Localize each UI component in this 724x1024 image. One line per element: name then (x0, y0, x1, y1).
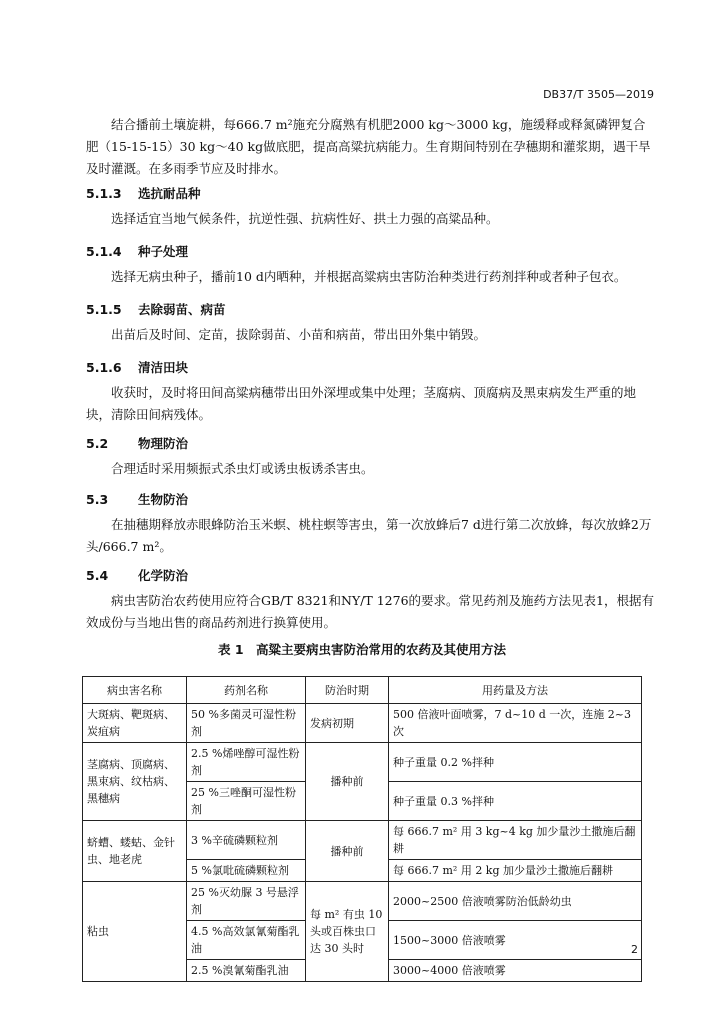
section-text: 在抽穗期释放赤眼蜂防治玉米螟、桃柱螟等害虫，第一次放蜂后7 d进行第二次放蜂，每次放蜂2万头/666.7 m²。 (86, 517, 652, 554)
section-heading (86, 358, 188, 376)
table-row (83, 882, 642, 921)
table-header-cell: 防治时期 (306, 677, 389, 704)
section-number: 5.1.5 (86, 302, 122, 317)
section-number: 5.3 (86, 492, 109, 507)
agent-cell: 5 %氯吡硫磷颗粒剂 (187, 860, 306, 882)
agent-cell: 50 %多菌灵可湿性粉剂 (187, 704, 306, 743)
table-title: 表 1 高粱主要病虫害防治常用的农药及其使用方法 (217, 642, 507, 657)
section-title: 选抗耐品种 (138, 186, 201, 201)
section-number: 5.1.3 (86, 186, 122, 201)
dose-cell: 种子重量 0.2 %拌种 (389, 743, 642, 782)
section-title: 物理防治 (138, 436, 189, 451)
table-header-cell: 药剂名称 (187, 677, 306, 704)
timing-cell: 每 m² 有虫 10 头或百株虫口达 30 头时 (306, 882, 389, 982)
page-number: 2 (631, 943, 638, 956)
intro-paragraph: 结合播前土壤旋耕，每666.7 m²施充分腐熟有机肥2000 kg～3000 kg，施缓释或释氮磷钾复合肥（15-15-15）30 kg～40 kg做底肥，提高高粱抗病能力。生育期间特别在孕穗期和灌浆期，遇干旱及时灌溉。在多雨季节应及时排水。 (86, 117, 651, 176)
dose-cell: 1500~3000 倍液喷雾 (389, 921, 642, 960)
section-heading (86, 300, 226, 318)
pest-cell: 茎腐病、顶腐病、黑束病、纹枯病、黑穗病 (83, 743, 187, 821)
section-text: 选择适宜当地气候条件，抗逆性强、抗病性好、拱土力强的高粱品种。 (111, 211, 499, 226)
table-row (83, 743, 642, 782)
section-heading (86, 242, 188, 260)
table-header-cell: 病虫害名称 (83, 677, 187, 704)
pest-cell: 大斑病、靶斑病、炭疽病 (83, 704, 187, 743)
table-row (83, 704, 642, 743)
section-number: 5.1.6 (86, 360, 122, 375)
document-code: DB37/T 3505—2019 (543, 88, 654, 101)
section-text: 出苗后及时间、定苗，拔除弱苗、小苗和病苗，带出田外集中销毁。 (111, 327, 487, 342)
section-number: 5.4 (86, 568, 109, 583)
agent-cell: 25 %三唑酮可湿性粉剂 (187, 782, 306, 821)
dose-cell: 种子重量 0.3 %拌种 (389, 782, 642, 821)
section-title: 化学防治 (138, 568, 189, 583)
dose-cell: 500 倍液叶面喷雾，7 d~10 d 一次，连施 2~3 次 (389, 704, 642, 743)
table-header-row (83, 677, 642, 704)
section-heading (86, 434, 188, 452)
table-header-cell: 用药量及方法 (389, 677, 642, 704)
section-heading (86, 566, 188, 584)
table-row (83, 821, 642, 860)
agent-cell: 2.5 %溴氰菊酯乳油 (187, 960, 306, 982)
section-title: 种子处理 (138, 244, 189, 259)
section-number: 5.1.4 (86, 244, 122, 259)
section-heading (86, 184, 201, 202)
agent-cell: 4.5 %高效氯氰菊酯乳油 (187, 921, 306, 960)
dose-cell: 每 666.7 m² 用 3 kg~4 kg 加少量沙土撒施后翻耕 (389, 821, 642, 860)
section-title: 生物防治 (138, 492, 189, 507)
pest-cell: 粘虫 (83, 882, 187, 982)
dose-cell: 每 666.7 m² 用 2 kg 加少量沙土撒施后翻耕 (389, 860, 642, 882)
section-text: 选择无病虫种子，播前10 d内晒种，并根据高粱病虫害防治种类进行药剂拌种或者种子包衣。 (111, 269, 627, 284)
dose-cell: 3000~4000 倍液喷雾 (389, 960, 642, 982)
section-text: 合理适时采用频振式杀虫灯或诱虫板诱杀害虫。 (111, 461, 374, 476)
section-title: 清洁田块 (138, 360, 189, 375)
section-heading (86, 490, 188, 508)
section-text: 病虫害防治农药使用应符合GB/T 8321和NY/T 1276的要求。常见药剂及施药方法见表1，根据有效成份与当地出售的商品药剂进行换算使用。 (86, 593, 654, 630)
agent-cell: 3 %辛硫磷颗粒剂 (187, 821, 306, 860)
section-text: 收获时，及时将田间高粱病穗带出田外深埋或集中处理；茎腐病、顶腐病及黑束病发生严重的地块，清除田间病残体。 (86, 385, 637, 422)
timing-cell: 发病初期 (306, 704, 389, 743)
pesticide-table (82, 676, 642, 982)
timing-cell: 播种前 (306, 821, 389, 882)
agent-cell: 2.5 %烯唑醇可湿性粉剂 (187, 743, 306, 782)
timing-cell: 播种前 (306, 743, 389, 821)
section-number: 5.2 (86, 436, 109, 451)
dose-cell: 2000~2500 倍液喷雾防治低龄幼虫 (389, 882, 642, 921)
pest-cell: 蛴螬、蝼蛄、金针虫、地老虎 (83, 821, 187, 882)
agent-cell: 25 %灭幼脲 3 号悬浮剂 (187, 882, 306, 921)
section-title: 去除弱苗、病苗 (138, 302, 226, 317)
